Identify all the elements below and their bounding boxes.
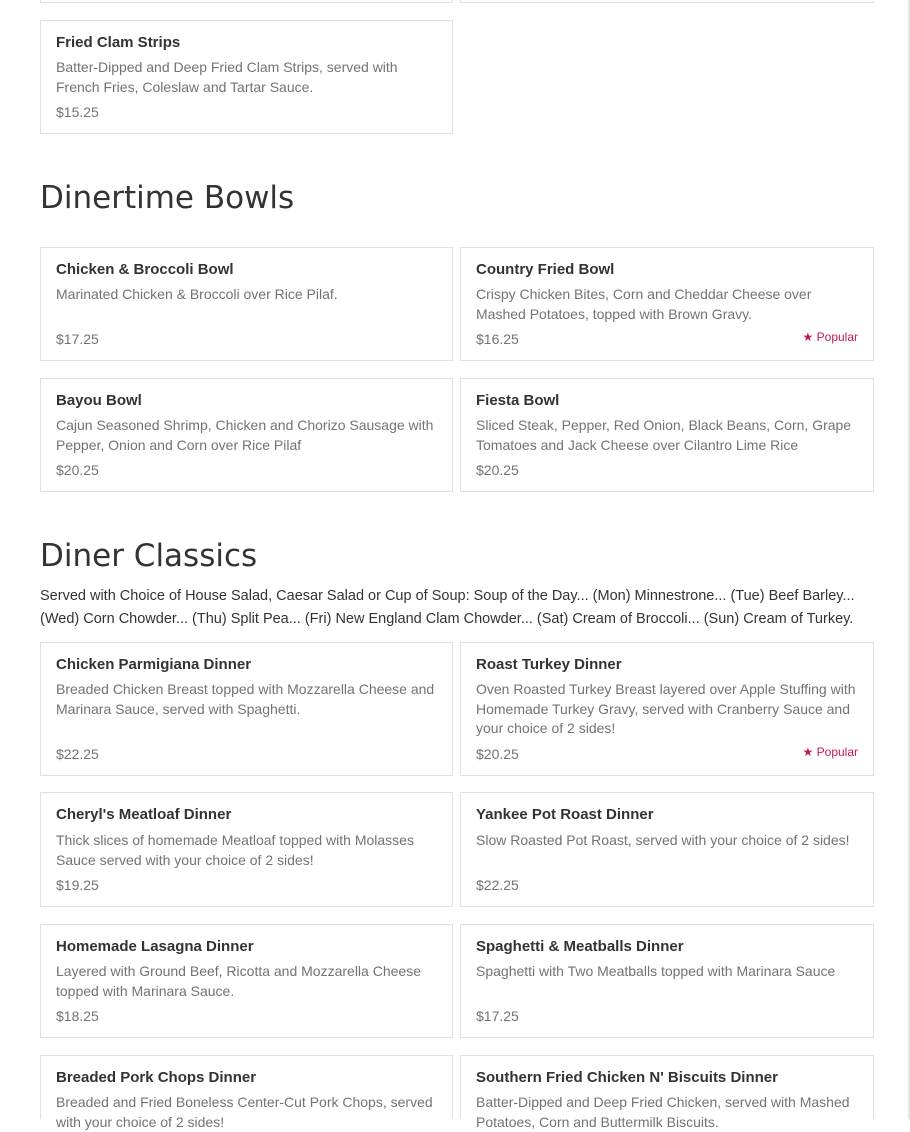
menu-item-name: Bayou Bowl xyxy=(56,392,142,409)
menu-item-card-partial[interactable] xyxy=(460,0,874,3)
menu-item-description: Oven Roasted Turkey Breast layered over Apple Stuffing with Homemade Turkey Gravy, served with Cranberry Sauce and your choice of 2 sides! xyxy=(476,681,856,736)
menu-item-card[interactable] xyxy=(460,924,874,1038)
menu-item-card[interactable] xyxy=(460,792,874,907)
menu-item-name: Roast Turkey Dinner xyxy=(476,656,622,673)
menu-item-price: $17.25 xyxy=(56,331,99,347)
menu-item-card[interactable] xyxy=(40,378,453,492)
menu-item-price: $20.25 xyxy=(476,462,519,478)
menu-item-price: $17.25 xyxy=(476,1008,519,1024)
menu-item-description: Sliced Steak, Pepper, Red Onion, Black Beans, Corn, Grape Tomatoes and Jack Cheese over Cilantro Lime Rice xyxy=(476,417,852,453)
menu-item-price: $15.25 xyxy=(56,104,99,120)
menu-item-price: $20.25 xyxy=(476,746,519,762)
menu-item-card[interactable] xyxy=(460,642,874,776)
menu-item-name: Breaded Pork Chops Dinner xyxy=(56,1069,257,1086)
menu-item-price: $20.25 xyxy=(56,462,99,478)
menu-item-description: Slow Roasted Pot Roast, served with your choice of 2 sides! xyxy=(476,832,850,848)
menu-item-price: $19.25 xyxy=(56,877,99,893)
menu-item-name: Chicken Parmigiana Dinner xyxy=(56,656,252,673)
menu-item-description: Batter-Dipped and Deep Fried Chicken, served with Mashed Potatoes, Corn and Buttermilk Biscuits. xyxy=(476,1094,850,1130)
popular-badge: ★ Popular xyxy=(802,745,858,759)
menu-item-description: Batter-Dipped and Deep Fried Clam Strips, served with French Fries, Coleslaw and Tartar Sauce. xyxy=(56,59,398,95)
menu-item-description: Crispy Chicken Bites, Corn and Cheddar Cheese over Mashed Potatoes, topped with Brown Gravy. xyxy=(476,286,812,322)
menu-item-card[interactable] xyxy=(40,20,453,134)
menu-item-name: Yankee Pot Roast Dinner xyxy=(476,806,654,823)
menu-item-card[interactable] xyxy=(40,1055,453,1130)
menu-item-name: Fiesta Bowl xyxy=(476,392,560,409)
menu-item-name: Country Fried Bowl xyxy=(476,261,615,278)
section-description: Served with Choice of House Salad, Caesar Salad or Cup of Soup: Soup of the Day... (Mon) Minnestrone... (Tue) Beef Barley... (Wed) Corn Chowder... (Thu) Split Pea... (Fri) New England Clam Chowder... (Sat) Cream of Broccoli... (Sun) Cream of Turkey. xyxy=(40,588,855,627)
menu-item-card-partial[interactable] xyxy=(40,0,453,3)
menu-item-description: Spaghetti with Two Meatballs topped with Marinara Sauce xyxy=(476,963,836,979)
menu-item-name: Southern Fried Chicken N' Biscuits Dinner xyxy=(476,1069,778,1086)
menu-item-card[interactable] xyxy=(460,1055,874,1130)
menu-item-description: Cajun Seasoned Shrimp, Chicken and Chorizo Sausage with Pepper, Onion and Corn over Rice Pilaf xyxy=(56,417,434,453)
menu-item-card[interactable] xyxy=(460,378,874,492)
section-title: Dinertime Bowls xyxy=(40,180,295,216)
menu-item-card[interactable] xyxy=(460,247,874,361)
menu-item-card[interactable] xyxy=(40,792,453,907)
menu-item-price: $18.25 xyxy=(56,1008,99,1024)
menu-item-description: Marinated Chicken & Broccoli over Rice Pilaf. xyxy=(56,286,338,302)
menu-item-description: Layered with Ground Beef, Ricotta and Mozzarella Cheese topped with Marinara Sauce. xyxy=(56,963,421,999)
menu-item-name: Homemade Lasagna Dinner xyxy=(56,938,254,955)
menu-item-description: Breaded Chicken Breast topped with Mozzarella Cheese and Marinara Sauce, served with Spaghetti. xyxy=(56,681,435,717)
menu-item-price: $16.25 xyxy=(476,331,519,347)
menu-item-name: Spaghetti & Meatballs Dinner xyxy=(476,938,684,955)
menu-item-description: Breaded and Fried Boneless Center-Cut Pork Chops, served with your choice of 2 sides! xyxy=(56,1094,433,1130)
menu-item-card[interactable] xyxy=(40,924,453,1038)
menu-item-card[interactable] xyxy=(40,247,453,361)
menu-item-price: $22.25 xyxy=(56,746,99,762)
menu-item-name: Chicken & Broccoli Bowl xyxy=(56,261,234,278)
menu-item-price: $22.25 xyxy=(476,877,519,893)
menu-item-card[interactable] xyxy=(40,642,453,776)
popular-badge: ★ Popular xyxy=(802,330,858,344)
menu-item-name: Fried Clam Strips xyxy=(56,34,181,51)
menu-item-description: Thick slices of homemade Meatloaf topped with Molasses Sauce served with your choice of 2 sides! xyxy=(56,832,414,868)
section-title: Diner Classics xyxy=(40,538,258,574)
menu-item-name: Cheryl's Meatloaf Dinner xyxy=(56,806,232,823)
